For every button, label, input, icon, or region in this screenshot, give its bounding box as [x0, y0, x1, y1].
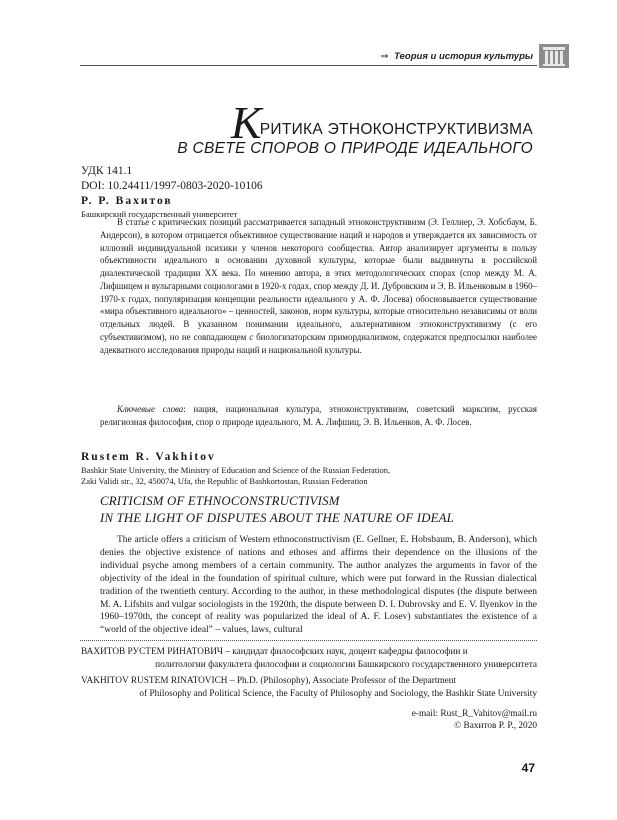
article-title-en-line-1: CRITICISM OF ETHNOCONSTRUCTIVISM	[100, 494, 340, 508]
author-name-en: Rustem R. Vakhitov	[81, 451, 216, 463]
column-logo-icon	[539, 42, 569, 70]
abstract-en: The article offers a criticism of Western ethnoconstructivism (E. Gellner, E. Hobsbaum, B. Anderson), which denies the objective existence of nations and ethoses and affirms their dependence on the illusions of the individual psyche among members of a certain community. The author analyzes the arguments in favor of the objectivity of the ideal in the foundation of spiritual culture, which were put forward in the Russian dialectical tradition of the twentieth century. According to the author, in these methodological disputes (the dispute between M. A. Lifshits and vulgar sociologists in the 1920th, the dispute between D. I. Dubrovsky and E. V. Ilyenkov in the 1960–1970th, the concept of reality was popularized the ideal of A. F. Losev) substantiates the existence of a “world of the objective ideal” – values, laws, cultural	[100, 535, 537, 636]
bio-en-main: VAKHITOV RUSTEM RINATOVICH – Ph.D. (Philosophy), Associate Professor of the Department	[81, 676, 457, 686]
identifiers	[81, 164, 263, 193]
header-rule	[80, 65, 537, 66]
copyright: © Вахитов Р. Р., 2020	[454, 721, 537, 731]
udk-code: УДК 141.1	[81, 165, 133, 177]
author-bio-ru	[81, 646, 537, 673]
doi: DOI: 10.24411/1997-0803-2020-10106	[81, 179, 263, 192]
author-bio-en	[81, 675, 537, 702]
keywords-label: Ключевые слова	[117, 404, 184, 414]
abstract-ru: В статье с критических позиций рассматривается западный этноконструктивизм (Э. Геллнер, Э. Хобсбаум, Б. Андерсон), в котором отрицается объективное существование наций и народов и утверждается их зависимость от иллюзий индивидуальной психики у членов некоторого сообщества. Автор анализирует аргументы в пользу объективности идеального в основании духовной культуры, которые были выдвинуты в российской диалектической традиции XX века. По мнению автора, в этих методологических спорах (спор между М. А. Лифшицем и вульгарными социологами в 1920-х годах, спор между Д. И. Дубровским и Э. В. Ильенковым в 1960–1970-х годах, популяризация концепции реальности идеального у А. Ф. Лосева) обосновывается существование «мира объективного идеального» – ценностей, законов, норм культуры, которые относительно независимы от воли отдельных людей. В указанном понимании идеального, альтернативном этноконструктивизму (с его субъективизмом), но не совпадающем с биологизаторским примордиализмом, содержатся предпосылки наиболее адекватного исследования природы наций и национальной культуры.	[100, 217, 537, 355]
author-name-ru: Р. Р. Вахитов	[81, 195, 173, 207]
keywords-ru: Ключевые слова: нация, национальная культура, этноконструктивизм, советский марксизм, русская религиозная философия, спор о природе идеального, М. А. Лифшиц, Э. В. Ильенков, А. Ф. Лосев.	[100, 404, 537, 427]
page-number: 47	[521, 761, 535, 775]
article-title-line-1: КРИТИКА ЭТНОКОНСТРУКТИВИЗМА	[230, 97, 533, 148]
author-affiliation-ru: Башкирский государственный университет	[81, 209, 238, 219]
bio-ru-cont: политологии факультета философии и социологии Башкирского государственного университета	[155, 660, 537, 671]
author-email: e-mail: Rust_R_Vahitov@mail.ru	[411, 709, 537, 719]
article-title-line-2: В СВЕТЕ СПОРОВ О ПРИРОДЕ ИДЕАЛЬНОГО	[177, 140, 533, 157]
bio-en-cont: of Philosophy and Political Science, the Faculty of Philosophy and Sociology, the Bashkir State University	[139, 689, 537, 700]
dotted-divider	[80, 640, 537, 641]
article-title-en-line-2: IN THE LIGHT OF DISPUTES ABOUT THE NATURE OF IDEAL	[100, 511, 454, 525]
section-title: Теория и история культуры	[394, 51, 533, 62]
running-head	[380, 51, 533, 62]
title-dropcap: К	[230, 97, 262, 148]
author-affiliation-en-line-2: Zaki Validi str., 32, 450074, Ufa, the Republic of Bashkortostan, Russian Federation	[81, 476, 368, 486]
arrow-icon: ⇒	[380, 51, 389, 62]
author-affiliation-en-line-1: Bashkir State University, the Ministry of Education and Science of the Russian Federation,	[81, 465, 391, 475]
bio-ru-main: ВАХИТОВ РУСТЕМ РИНАТОВИЧ – кандидат философских наук, доцент кафедры философии и	[81, 647, 468, 657]
